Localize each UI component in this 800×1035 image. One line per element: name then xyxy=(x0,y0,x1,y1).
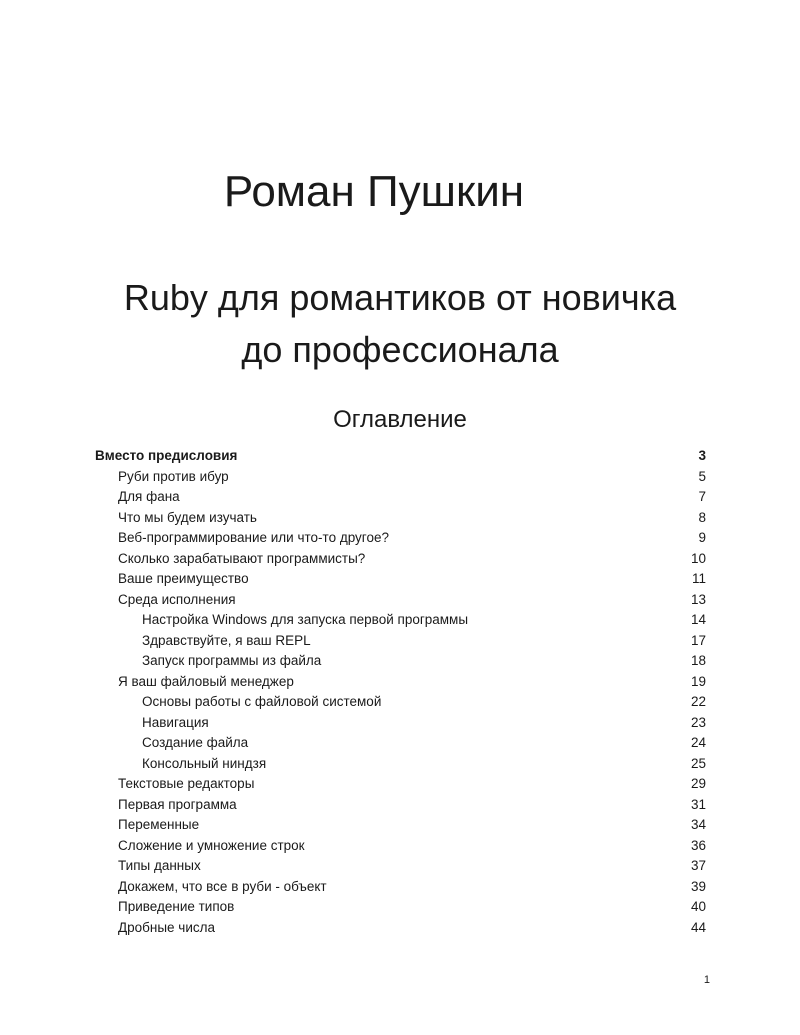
toc-entry-page: 22 xyxy=(690,694,706,709)
toc-entry[interactable] xyxy=(95,836,706,857)
table-of-contents xyxy=(95,446,706,938)
toc-entry-page: 3 xyxy=(698,448,706,463)
toc-entry-label: Руби против ибур xyxy=(118,468,229,484)
toc-heading: Оглавление xyxy=(333,406,467,433)
toc-entry-label: Сложение и умножение строк xyxy=(118,837,305,853)
toc-entry[interactable] xyxy=(95,877,706,898)
toc-entry[interactable] xyxy=(95,446,706,467)
toc-entry-label: Сколько зарабатывают программисты? xyxy=(118,550,366,566)
toc-entry-label: Веб-программирование или что-то другое? xyxy=(118,530,389,545)
toc-entry[interactable] xyxy=(95,918,706,939)
toc-entry-label: Я ваш файловый менеджер xyxy=(118,673,294,689)
toc-entry[interactable] xyxy=(95,672,706,693)
toc-entry-label: Докажем, что все в руби - объект xyxy=(118,878,327,894)
toc-entry[interactable] xyxy=(95,569,706,590)
toc-entry-label: Типы данных xyxy=(118,858,201,873)
toc-entry[interactable] xyxy=(95,651,706,672)
toc-entry-label: Основы работы с файловой системой xyxy=(142,694,382,709)
toc-entry[interactable] xyxy=(95,528,706,549)
toc-entry-label: Для фана xyxy=(118,489,180,504)
page-number: 1 xyxy=(703,974,710,986)
toc-entry-label: Среда исполнения xyxy=(118,591,236,607)
toc-entry-label: Навигация xyxy=(142,714,209,730)
toc-entry-label: Первая программа xyxy=(118,796,237,812)
toc-entry-page: 18 xyxy=(690,653,706,668)
toc-entry[interactable] xyxy=(95,733,706,754)
toc-entry[interactable] xyxy=(95,856,706,877)
toc-entry[interactable] xyxy=(95,508,706,529)
toc-entry-label: Что мы будем изучать xyxy=(118,509,257,525)
toc-entry-page: 34 xyxy=(690,817,706,832)
toc-entry-page: 31 xyxy=(690,796,706,812)
toc-entry[interactable] xyxy=(95,692,706,713)
toc-entry-page: 24 xyxy=(690,735,706,750)
toc-entry[interactable] xyxy=(95,487,706,508)
toc-entry-page: 17 xyxy=(690,632,706,648)
toc-entry-page: 44 xyxy=(690,919,706,935)
toc-entry-page: 9 xyxy=(698,530,706,545)
toc-entry-label: Создание файла xyxy=(142,735,249,750)
toc-entry-label: Консольный ниндзя xyxy=(142,755,267,771)
toc-entry[interactable] xyxy=(95,610,706,631)
toc-entry[interactable] xyxy=(95,754,706,775)
book-title xyxy=(0,272,800,376)
toc-entry-page: 40 xyxy=(690,899,706,914)
toc-entry[interactable] xyxy=(95,467,706,488)
toc-entry-label: Настройка Windows для запуска первой программы xyxy=(142,612,469,627)
toc-entry-page: 13 xyxy=(690,591,706,607)
toc-entry-page: 14 xyxy=(690,612,706,627)
toc-entry-label: Приведение типов xyxy=(118,899,235,914)
toc-entry-label: Здравствуйте, я ваш REPL xyxy=(142,632,311,648)
toc-entry-page: 25 xyxy=(690,755,706,771)
toc-entry-page: 8 xyxy=(698,509,706,525)
toc-entry[interactable] xyxy=(95,897,706,918)
toc-entry-page: 10 xyxy=(690,550,706,566)
toc-entry-page: 37 xyxy=(690,858,706,873)
toc-entry[interactable] xyxy=(95,774,706,795)
toc-entry-page: 5 xyxy=(698,468,706,484)
toc-entry[interactable] xyxy=(95,549,706,570)
toc-entry-page: 23 xyxy=(690,714,706,730)
toc-entry-page: 29 xyxy=(690,776,706,791)
toc-entry-label: Переменные xyxy=(118,817,200,832)
toc-entry-page: 19 xyxy=(690,673,706,689)
toc-entry[interactable] xyxy=(95,590,706,611)
toc-entry[interactable] xyxy=(95,815,706,836)
toc-entry-page: 36 xyxy=(690,837,706,853)
toc-entry[interactable] xyxy=(95,631,706,652)
toc-entry-page: 39 xyxy=(690,878,706,894)
toc-entry-label: Запуск программы из файла xyxy=(142,653,322,668)
toc-entry-label: Текстовые редакторы xyxy=(118,776,255,791)
toc-entry-label: Дробные числа xyxy=(118,919,216,935)
author-name: Роман Пушкин xyxy=(223,167,525,216)
toc-entry[interactable] xyxy=(95,795,706,816)
toc-entry-label: Ваше преимущество xyxy=(118,571,249,586)
book-title-line-1: Ruby для романтиков от новичка xyxy=(123,277,677,318)
book-title-line-2: до профессионала xyxy=(241,329,559,370)
toc-entry[interactable] xyxy=(95,713,706,734)
toc-entry-label: Вместо предисловия xyxy=(95,448,238,463)
toc-entry-page: 11 xyxy=(691,571,706,586)
toc-entry-page: 7 xyxy=(698,489,706,504)
